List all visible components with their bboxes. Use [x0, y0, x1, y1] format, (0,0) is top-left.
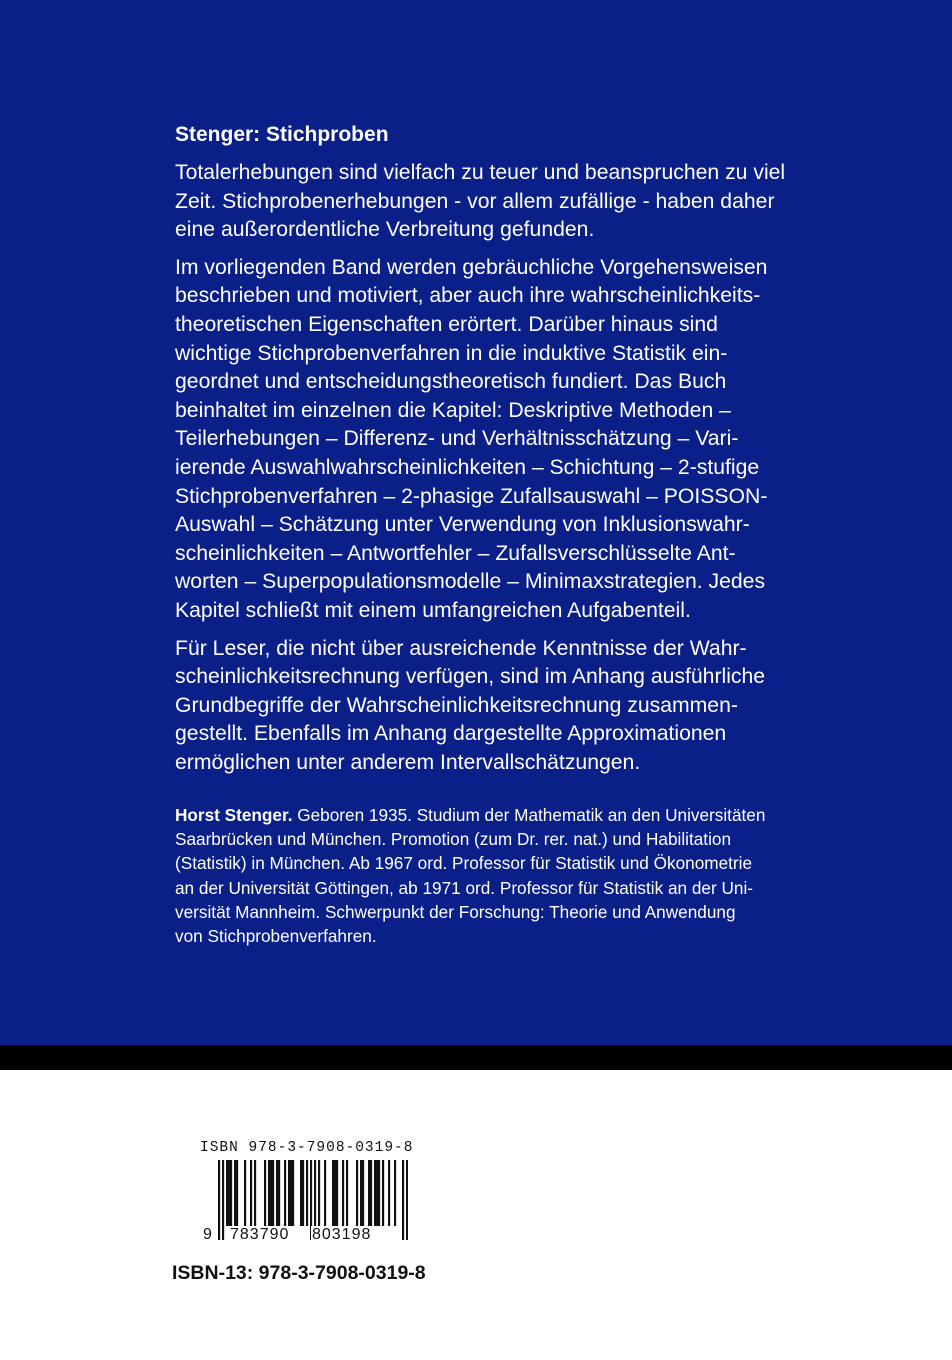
barcode-bar	[284, 1160, 286, 1226]
text-line: Für Leser, die nicht über ausreichende Kenntnisse der Wahr-	[175, 636, 747, 660]
text-line: Grundbegriffe der Wahrscheinlichkeitsrechnung zusammen-	[175, 693, 738, 717]
book-title: Stenger: Stichproben	[175, 123, 389, 146]
text-line: wichtige Stichprobenverfahren in die induktive Statistik ein-	[175, 341, 728, 365]
text-line: ermöglichen unter anderem Intervallschätzungen.	[175, 750, 641, 774]
barcode-isbn-label: ISBN 978-3-7908-0319-8	[200, 1140, 414, 1156]
barcode-bar	[226, 1160, 228, 1226]
barcode-bar	[318, 1160, 320, 1226]
barcode-bar	[336, 1160, 338, 1226]
barcode-bar	[346, 1160, 348, 1226]
paragraph-1	[175, 159, 855, 245]
barcode-bar	[378, 1160, 380, 1226]
barcode-bar	[278, 1160, 280, 1226]
bio-line: an der Universität Göttingen, ab 1971 ord. Professor für Statistik an der Uni-	[175, 877, 753, 898]
barcode-bar	[276, 1160, 278, 1226]
barcode-bar	[244, 1160, 246, 1226]
bio-first-line	[175, 803, 855, 827]
text-line: Im vorliegenden Band werden gebräuchliche Vorgehensweisen	[175, 255, 768, 279]
author-bio	[175, 803, 855, 948]
barcode-bar	[272, 1160, 274, 1226]
barcode-bar	[362, 1160, 364, 1226]
text-line: Auswahl – Schätzung unter Verwendung von Inklusionswahr-	[175, 513, 750, 537]
barcode-bar	[382, 1160, 384, 1226]
text-line: Zeit. Stichprobenerhebungen - vor allem zufällige - haben daher	[175, 189, 775, 213]
barcode-bar	[264, 1160, 266, 1226]
barcode-bar	[288, 1160, 290, 1226]
barcode-bar	[406, 1160, 408, 1240]
text-line: ierende Auswahlwahrscheinlichkeiten – Schichtung – 2-stufige	[175, 455, 760, 479]
barcode-bar	[356, 1160, 358, 1226]
bio-line: Saarbrücken und München. Promotion (zum Dr. rer. nat.) und Habilitation	[175, 829, 732, 850]
barcode-bar	[222, 1160, 224, 1240]
barcode-bar	[218, 1160, 220, 1240]
text-line: scheinlichkeiten – Antwortfehler – Zufallsverschlüsselte Ant-	[175, 541, 736, 565]
barcode-bar	[394, 1160, 396, 1226]
barcode-bar	[302, 1160, 304, 1226]
blurb	[175, 120, 855, 786]
bio-line: versität Mannheim. Schwerpunkt der Forschung: Theorie und Anwendung	[175, 901, 736, 922]
bio-text: Geboren 1935. Studium der Mathematik an den Universitäten	[292, 805, 766, 825]
barcode-bar	[376, 1160, 378, 1226]
barcode-bar	[334, 1160, 336, 1226]
text-line: Kapitel schließt mit einem umfangreichen Aufgabenteil.	[175, 598, 691, 622]
barcode-bar	[250, 1160, 252, 1226]
barcode-bar	[236, 1160, 238, 1226]
text-line: worten – Superpopulationsmodelle – Minimaxstrategien. Jedes	[175, 570, 766, 594]
paragraph-2	[175, 254, 855, 626]
barcode-bar	[268, 1160, 270, 1226]
barcode-bar	[370, 1160, 372, 1226]
text-line: geordnet und entscheidungstheoretisch fundiert. Das Buch	[175, 370, 727, 394]
barcode-first-digit: 9	[203, 1226, 212, 1243]
cover-band	[0, 1045, 952, 1070]
paragraph-3	[175, 635, 855, 778]
barcode-bar	[234, 1160, 236, 1226]
barcode-bar	[374, 1160, 376, 1226]
barcode-bar	[368, 1160, 370, 1226]
isbn-13: ISBN-13: 978-3-7908-0319-8	[172, 1262, 426, 1284]
barcode-bar	[342, 1160, 344, 1226]
text-line: beschrieben und motiviert, aber auch ihre wahrscheinlichkeits-	[175, 284, 761, 308]
barcode-bar	[228, 1160, 230, 1226]
text-line: gestellt. Ebenfalls im Anhang dargestellte Approximationen	[175, 722, 727, 746]
barcode-bar	[290, 1160, 292, 1226]
barcode-bar	[254, 1160, 256, 1226]
text-line: Teilerhebungen – Differenz- und Verhältnisschätzung – Vari-	[175, 427, 739, 451]
bio-line: von Stichprobenverfahren.	[175, 926, 377, 947]
text-line: beinhaltet im einzelnen die Kapitel: Deskriptive Methoden –	[175, 398, 731, 422]
text-line: eine außerordentliche Verbreitung gefunden.	[175, 218, 595, 242]
text-line: Stichprobenverfahren – 2-phasige Zufallsauswahl – POISSON-	[175, 484, 768, 508]
barcode-bar	[324, 1160, 326, 1226]
bio-line: (Statistik) in München. Ab 1967 ord. Professor für Statistik und Ökonometrie	[175, 853, 753, 874]
barcode-bar	[306, 1160, 308, 1226]
barcode-bar	[270, 1160, 272, 1226]
barcode-bar	[292, 1160, 294, 1226]
author-name: Horst Stenger.	[175, 805, 293, 825]
barcode-bar	[402, 1160, 404, 1240]
text-line: theoretischen Eigenschaften erörtert. Darüber hinaus sind	[175, 312, 718, 336]
barcode-bar	[230, 1160, 232, 1226]
barcode-left-digits: 783790	[230, 1226, 290, 1243]
text-line: Totalerhebungen sind vielfach zu teuer und beanspruchen zu viel	[175, 161, 786, 184]
barcode-bar	[332, 1160, 334, 1226]
barcode-bar	[360, 1160, 362, 1226]
barcode-bar	[388, 1160, 390, 1226]
barcode-bar	[300, 1160, 302, 1226]
barcode-right-digits: 803198	[312, 1226, 372, 1243]
text-line: scheinlichkeitsrechnung verfügen, sind im Anhang ausführliche	[175, 665, 766, 689]
